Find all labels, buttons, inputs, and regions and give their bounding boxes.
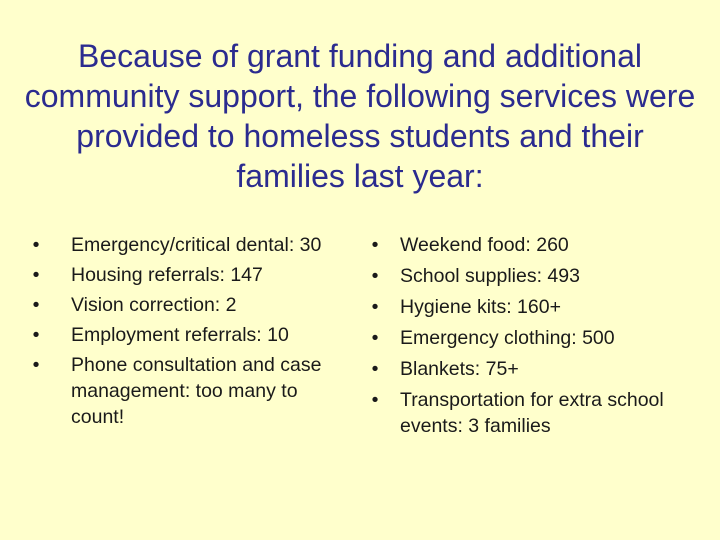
list-item	[371, 232, 703, 258]
list-item	[30, 352, 348, 430]
bullet-icon: •	[32, 264, 40, 286]
bullet-icon: •	[32, 294, 40, 316]
bullet-icon: •	[371, 296, 379, 318]
bullet-icon: •	[32, 234, 40, 256]
bullet-icon: •	[371, 234, 379, 256]
right-bullet-list	[371, 232, 703, 444]
slide-title: Because of grant funding and additional community support, the following services were provided to homeless students and their families last year:	[24, 38, 696, 194]
list-item-text: Phone consultation and case management: too many to count!	[71, 354, 322, 428]
bullet-icon: •	[371, 358, 379, 380]
bullet-icon: •	[371, 327, 379, 349]
list-item-text: Housing referrals: 147	[71, 264, 263, 286]
list-item	[371, 294, 703, 320]
bullet-icon: •	[32, 354, 40, 376]
list-item	[371, 325, 703, 351]
list-item	[30, 322, 348, 348]
list-item	[30, 292, 348, 318]
list-item-text: Employment referrals: 10	[71, 324, 289, 346]
list-item-text: Hygiene kits: 160+	[400, 296, 561, 318]
list-item-text: Emergency/critical dental: 30	[71, 234, 322, 256]
list-item-text: Blankets: 75+	[400, 358, 519, 380]
bullet-icon: •	[32, 324, 40, 346]
list-item-text: Emergency clothing: 500	[400, 327, 615, 349]
list-item-text: Vision correction: 2	[71, 294, 237, 316]
list-item-text: Transportation for extra school events: 3 families	[400, 389, 664, 437]
list-item	[371, 356, 703, 382]
list-item-text: Weekend food: 260	[400, 234, 569, 256]
list-item-text: School supplies: 493	[400, 265, 580, 287]
list-item	[371, 263, 703, 289]
list-item	[30, 232, 348, 258]
list-item	[30, 262, 348, 288]
bullet-icon: •	[371, 265, 379, 287]
list-item	[371, 387, 703, 439]
left-bullet-list	[30, 232, 348, 434]
bullet-icon: •	[371, 389, 379, 411]
